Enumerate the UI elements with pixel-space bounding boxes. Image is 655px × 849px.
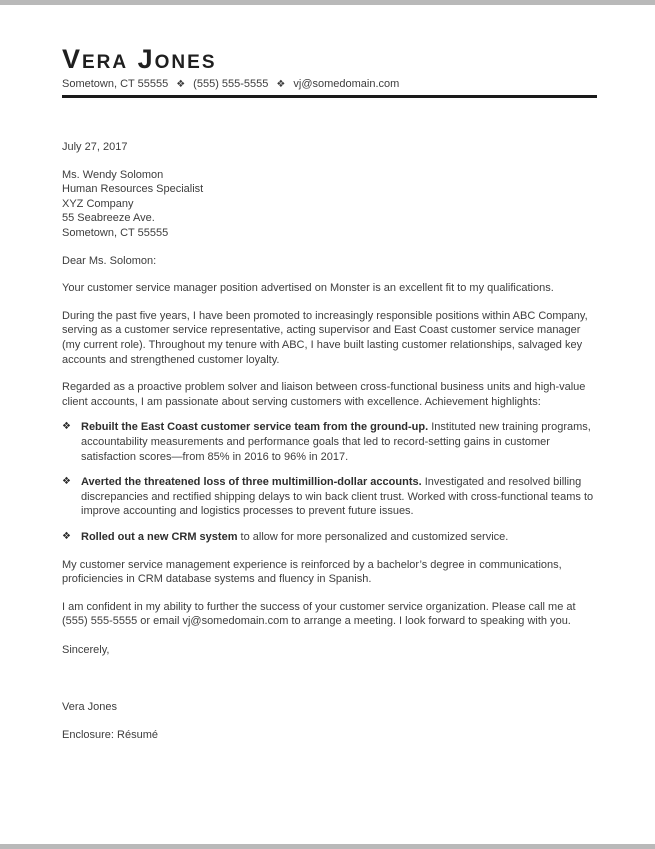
diamond-separator-icon: ❖ — [176, 79, 186, 91]
recipient-title: Human Resources Specialist — [62, 183, 204, 196]
bullet-lead: Rolled out a new CRM system — [81, 530, 238, 543]
salutation: Dear Ms. Solomon: — [62, 254, 157, 267]
diamond-bullet-icon: ❖ — [62, 530, 71, 542]
screenshot-top-edge — [0, 0, 655, 5]
bullet-lead: Averted the threatened loss of three multimillion-dollar accounts. — [81, 476, 422, 489]
achievement-list — [62, 420, 597, 544]
opening-paragraph: Your customer service manager position advertised on Monster is an excellent fit to my qualifications. — [62, 282, 554, 295]
contact-line — [62, 78, 597, 90]
highlights-intro-paragraph: Regarded as a proactive problem solver and liaison between cross-functional business units and high-value client accounts, I am passionate about serving customers with excellence. Achievement highlights: — [62, 381, 586, 408]
letterhead — [62, 0, 597, 98]
call-to-action-paragraph: I am confident in my ability to further the success of your customer service organization. Please call me at (555) 555-5555 or email vj@somedomain.com to arrange a meeting. I look forward to speaking with you. — [62, 600, 576, 628]
diamond-bullet-icon: ❖ — [62, 421, 71, 433]
bullet-detail: to allow for more personalized and customized service. — [237, 530, 509, 543]
recipient-address-block — [62, 168, 597, 241]
screenshot-bottom-edge — [0, 844, 655, 849]
enclosure-note: Enclosure: Résumé — [62, 729, 158, 742]
recipient-city: Sometown, CT 55555 — [62, 227, 169, 240]
bullet-text — [81, 530, 508, 545]
signature-name: Vera Jones — [62, 701, 118, 714]
signoff: Sincerely, — [62, 643, 110, 656]
applicant-name: Vera Jones — [62, 44, 217, 74]
achievement-bullet-crm-system — [62, 530, 597, 545]
recipient-company: XYZ Company — [62, 197, 134, 210]
bullet-detail: Investigated and resolved billing discrepancies and rectified shipping delays to win back client trust. Worked with cross-functional teams to improve accounting and logistics processes to prevent future issues. — [81, 476, 594, 518]
diamond-bullet-icon: ❖ — [62, 476, 71, 488]
education-paragraph: My customer service management experience is reinforced by a bachelor’s degree in communications, proficiencies in CRM database systems and fluency in Spanish. — [62, 558, 562, 586]
diamond-separator-icon: ❖ — [276, 79, 286, 91]
bullet-text — [81, 475, 597, 519]
experience-paragraph: During the past five years, I have been promoted to increasingly responsible positions within ABC Company, serving as a customer service representative, acting supervisor and East Coast customer service manager (my current role). Throughout my tenure with ABC, I have built lasting customer relationships, salvaged key accounts and strengthened customer loyalty. — [62, 309, 588, 366]
achievement-bullet-rebuilt-team — [62, 420, 597, 464]
letterhead-divider — [62, 95, 597, 98]
recipient-name: Ms. Wendy Solomon — [62, 168, 164, 181]
contact-email: vj@somedomain.com — [293, 78, 400, 91]
bullet-text — [81, 420, 597, 464]
bullet-detail: Instituted new training programs, accountability measurements and performance goals that led to record-setting gains in customer satisfaction scores—from 85% in 2016 to 96% in 2017. — [81, 421, 591, 463]
bullet-lead: Rebuilt the East Coast customer service team from the ground-up. — [81, 421, 429, 434]
achievement-bullet-averted-loss — [62, 475, 597, 519]
contact-phone: (555) 555-5555 — [193, 78, 269, 91]
contact-location: Sometown, CT 55555 — [62, 78, 169, 91]
letter-date: July 27, 2017 — [62, 141, 128, 154]
recipient-street: 55 Seabreeze Ave. — [62, 212, 155, 225]
